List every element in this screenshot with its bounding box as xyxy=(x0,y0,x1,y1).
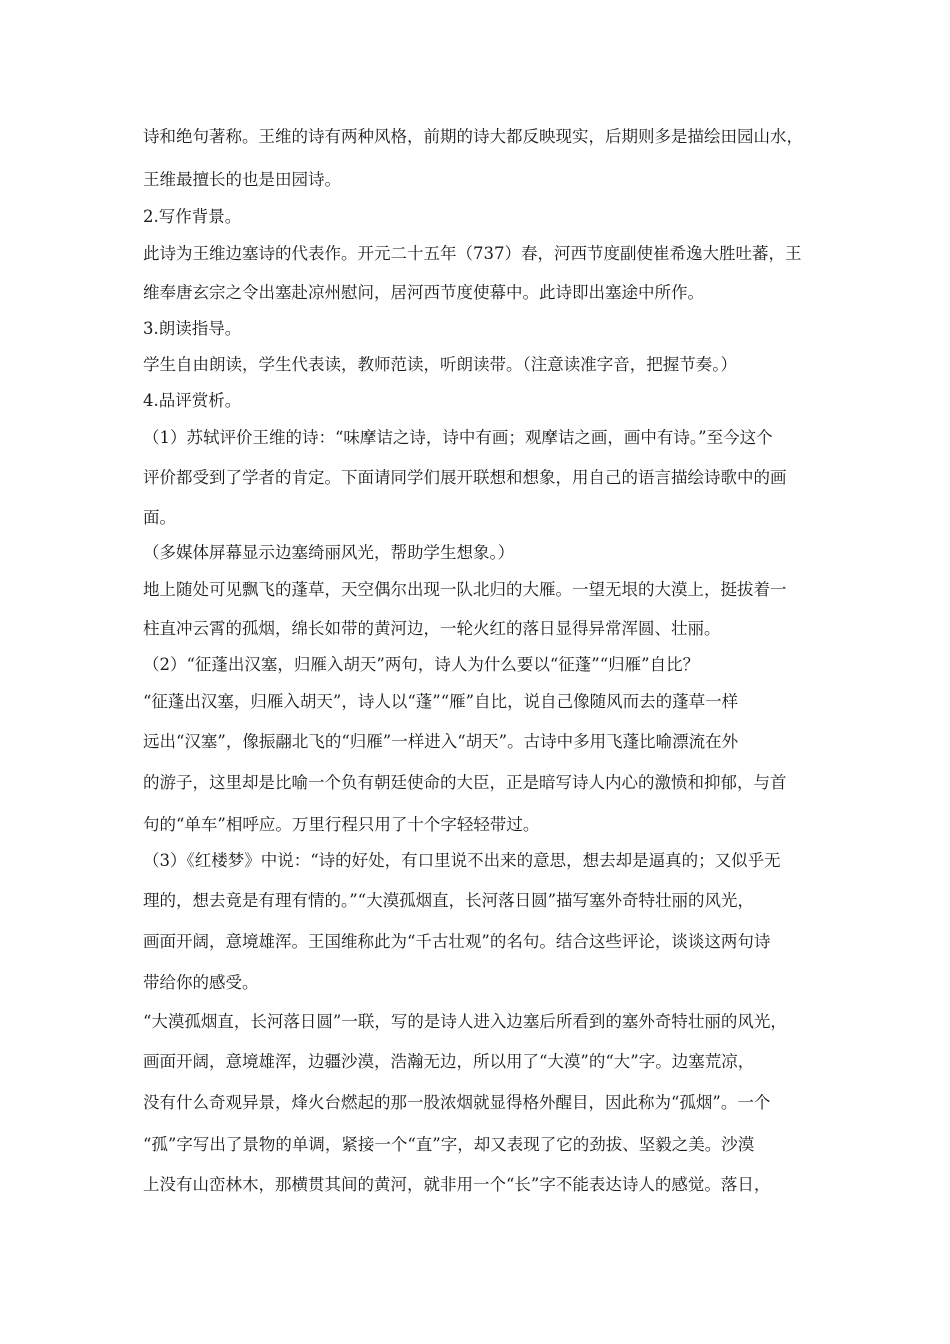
text-line: （多媒体屏幕显示边塞绮丽风光，帮助学生想象。） xyxy=(143,543,515,562)
section-heading: 4.品评赏析。 xyxy=(143,391,242,410)
text-line: 没有什么奇观异景，烽火台燃起的那一股浓烟就显得格外醒目，因此称为“孤烟”。一个 xyxy=(143,1093,771,1112)
text-line: 画面开阔，意境雄浑。王国维称此为“千古壮观”的名句。结合这些评论，谈谈这两句诗 xyxy=(143,932,771,951)
text-line: 评价都受到了学者的肯定。下面请同学们展开联想和想象，用自己的语言描绘诗歌中的画 xyxy=(143,468,787,487)
text-line: 维奉唐玄宗之令出塞赴凉州慰问，居河西节度使幕中。此诗即出塞途中所作。 xyxy=(143,283,704,302)
text-line: 学生自由朗读，学生代表读，教师范读，听朗读带。（注意读准字音，把握节奏。） xyxy=(143,355,737,374)
text-line: “征蓬出汉塞，归雁入胡天”，诗人以“蓬”“雁”自比，说自己像随风而去的蓬草一样 xyxy=(143,692,739,711)
text-line: 画面开阔，意境雄浑，边疆沙漠，浩瀚无边，所以用了“大漠”的“大”字。边塞荒凉， xyxy=(143,1052,755,1071)
text-line: 的游子，这里却是比喻一个负有朝廷使命的大臣，正是暗写诗人内心的激愤和抑郁，与首 xyxy=(143,773,787,792)
text-line: 诗和绝句著称。王维的诗有两种风格，前期的诗大都反映现实，后期则多是描绘田园山水， xyxy=(143,127,803,146)
question-line: （2）“征蓬出汉塞，归雁入胡天”两句，诗人为什么要以“征蓬”“归雁”自比？ xyxy=(143,655,700,674)
text-line: 理的，想去竟是有理有情的。”“大漠孤烟直，长河落日圆”描写塞外奇特壮丽的风光， xyxy=(143,891,755,910)
text-line: 远出“汉塞”，像振翮北飞的“归雁”一样进入“胡天”。古诗中多用飞蓬比喻漂流在外 xyxy=(143,732,739,751)
text-line: 带给你的感受。 xyxy=(143,973,259,992)
text-line: 上没有山峦林木，那横贯其间的黄河，就非用一个“长”字不能表达诗人的感觉。落日， xyxy=(143,1175,771,1194)
text-line: 柱直冲云霄的孤烟，绵长如带的黄河边，一轮火红的落日显得异常浑圆、壮丽。 xyxy=(143,619,721,638)
text-line: 句的“单车”相呼应。万里行程只用了十个字轻轻带过。 xyxy=(143,815,540,834)
text-line: 地上随处可见飘飞的蓬草，天空偶尔出现一队北归的大雁。一望无垠的大漠上，挺拔着一 xyxy=(143,580,787,599)
question-line: （3）《红楼梦》中说：“诗的好处，有口里说不出来的意思，想去却是逼真的；又似乎无 xyxy=(143,851,781,870)
question-line: （1）苏轼评价王维的诗：“味摩诘之诗，诗中有画；观摩诘之画，画中有诗。”至今这个 xyxy=(143,428,773,447)
text-line: 此诗为王维边塞诗的代表作。开元二十五年（737）春，河西节度副使崔希逸大胜吐蕃，王 xyxy=(143,244,802,263)
text-line: 面。 xyxy=(143,508,176,527)
section-heading: 3.朗读指导。 xyxy=(143,319,242,338)
text-line: 王维最擅长的也是田园诗。 xyxy=(143,170,341,189)
section-heading: 2.写作背景。 xyxy=(143,207,242,226)
text-line: “孤”字写出了景物的单调，紧接一个“直”字，却又表现了它的劲拔、坚毅之美。沙漠 xyxy=(143,1135,755,1154)
text-line: “大漠孤烟直，长河落日圆”一联，写的是诗人进入边塞后所看到的塞外奇特壮丽的风光， xyxy=(143,1012,787,1031)
